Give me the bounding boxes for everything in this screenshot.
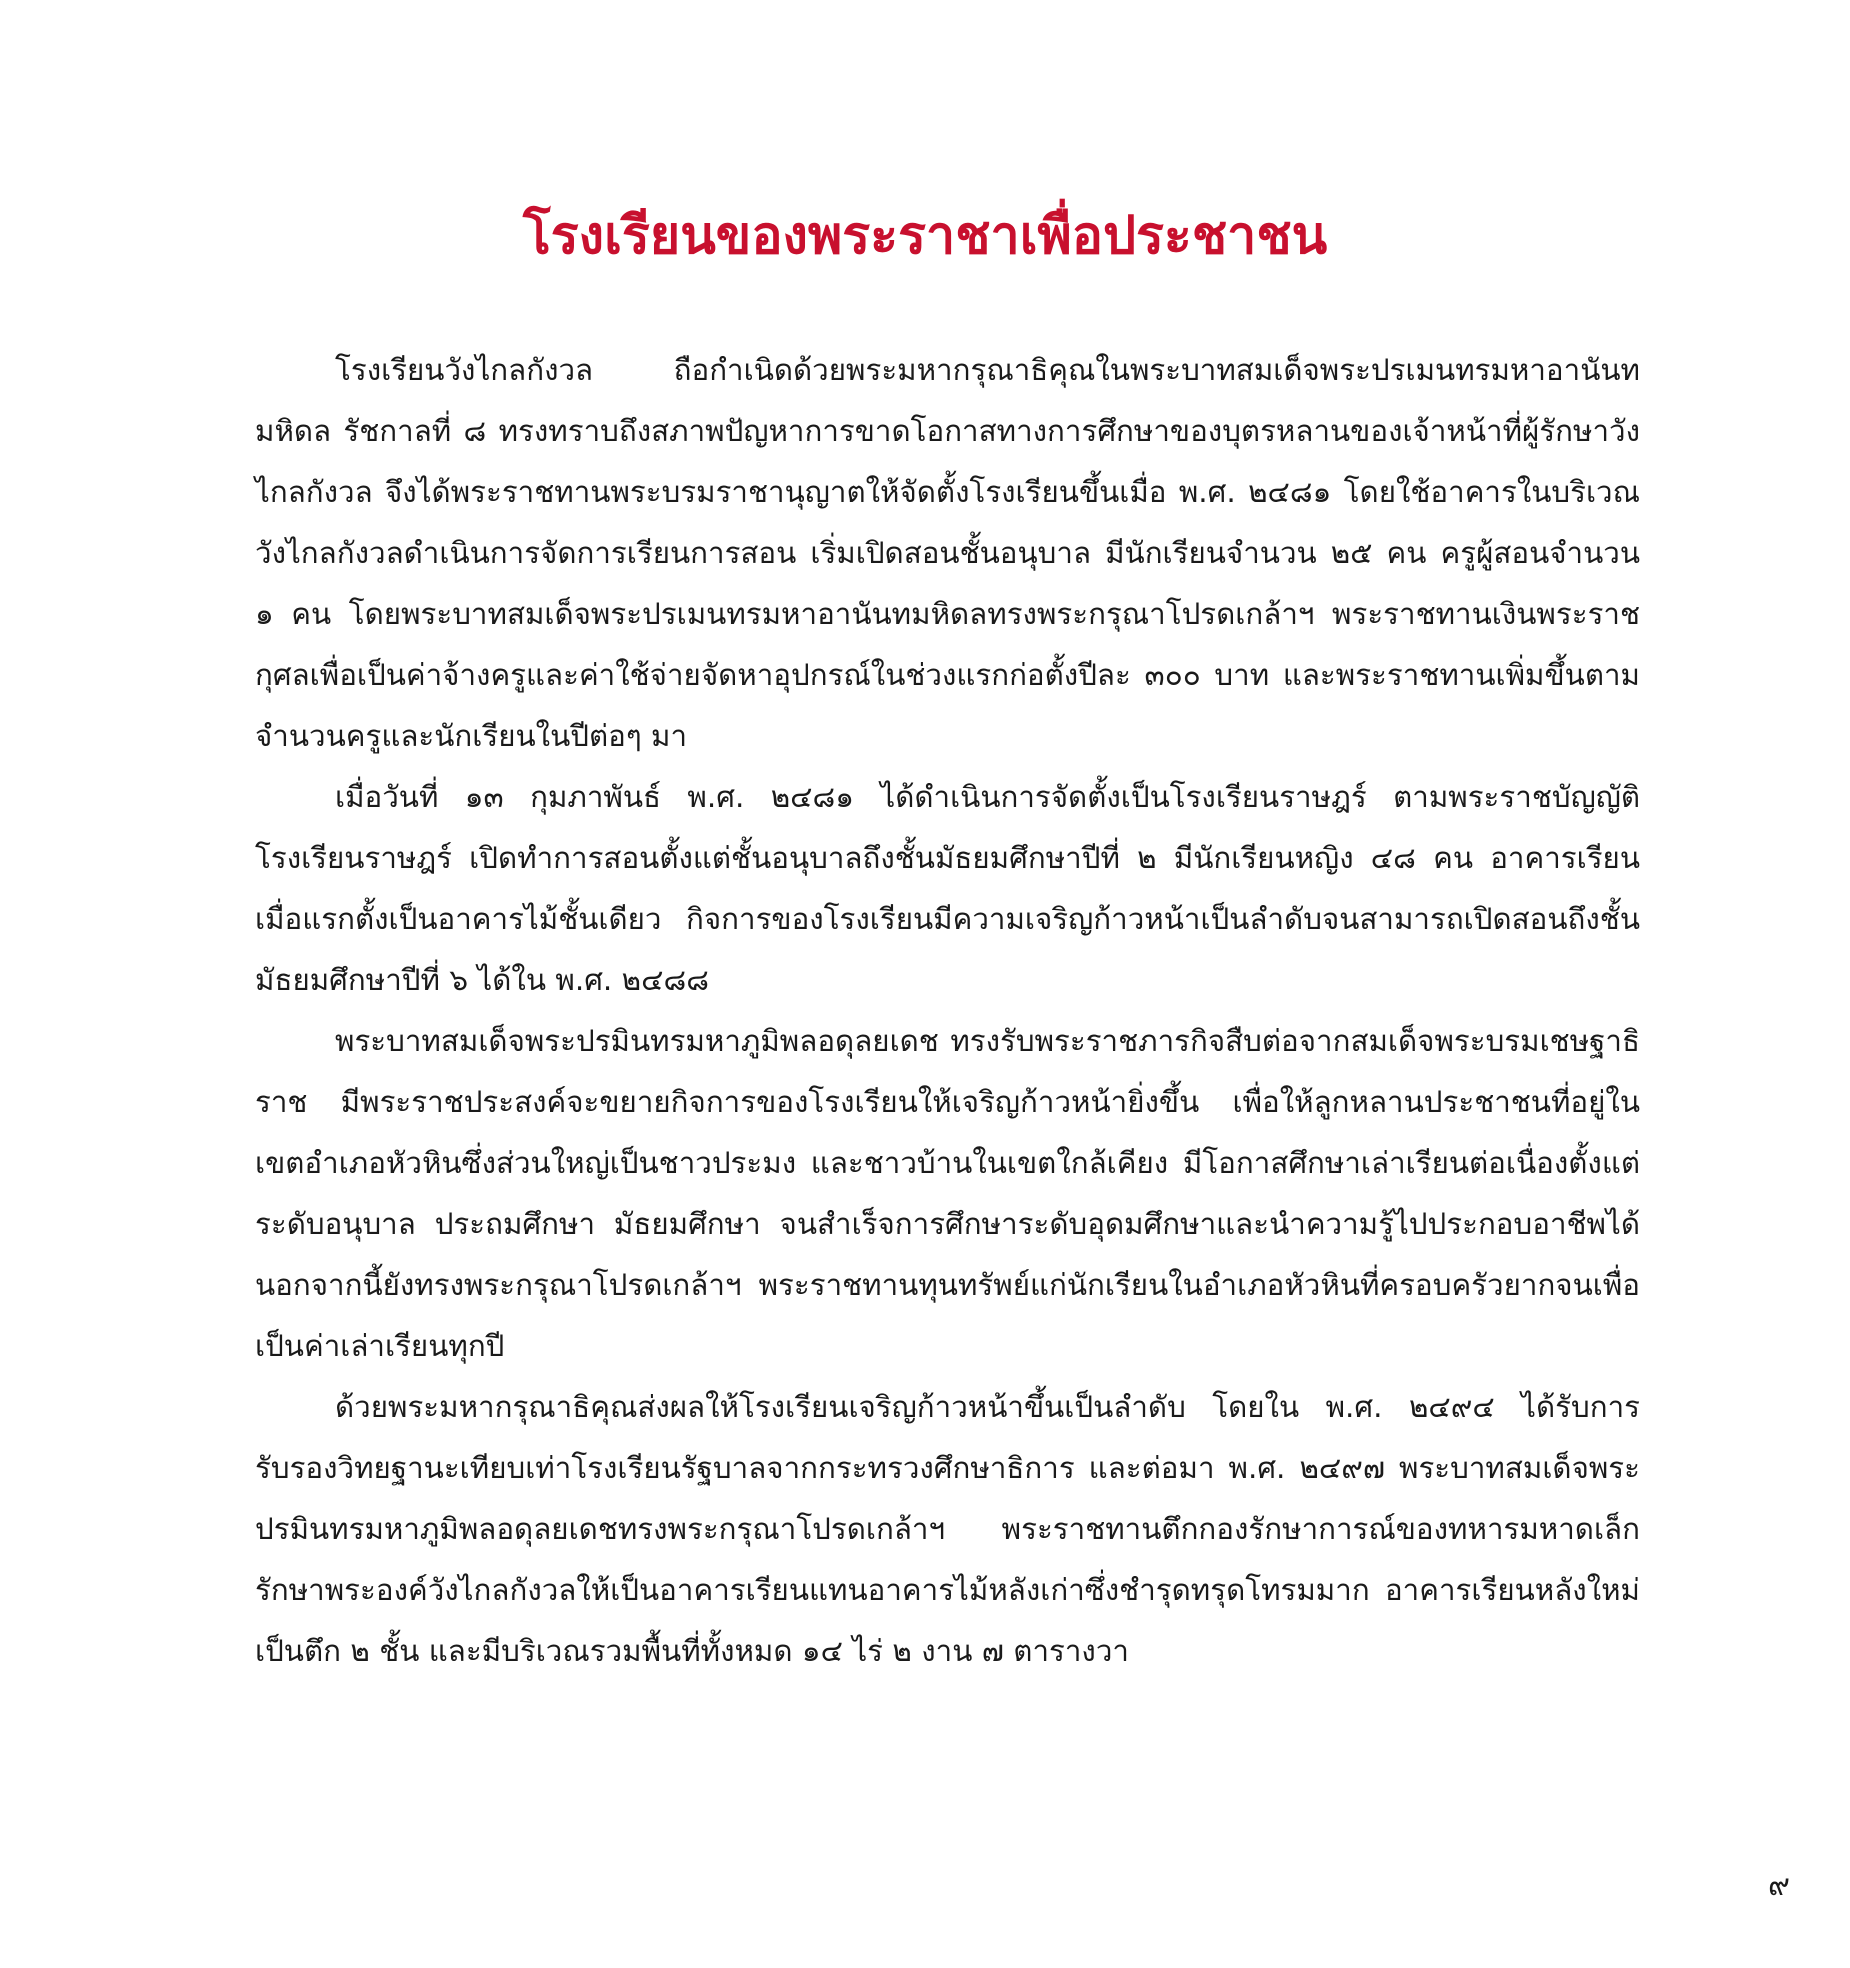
paragraph-1: โรงเรียนวังไกลกังวล ถือกำเนิดด้วยพระมหากรุณาธิคุณในพระบาทสมเด็จพระปรเมนทรมหาอานันทมหิดล รัชกาลที่ ๘ ทรงทราบถึงสภาพปัญหาการขาดโอกาสทางการศึกษาของบุตรหลานของเจ้าหน้าที่ผู้รักษาวังไกลกังวล จึงได้พระราชทานพระบรมราชานุญาตให้จัดตั้งโรงเรียนขึ้นเมื่อ พ.ศ. ๒๔๘๑ โดยใช้อาคารในบริเวณวังไกลกังวลดำเนินการจัดการเรียนการสอน เริ่มเปิดสอนชั้นอนุบาล มีนักเรียนจำนวน ๒๕ คน ครูผู้สอนจำนวน ๑ คน โดยพระบาทสมเด็จพระปรเมนทรมหาอานันทมหิดลทรงพระกรุณาโปรดเกล้าฯ พระราชทานเงินพระราชกุศลเพื่อเป็นค่าจ้างครูและค่าใช้จ่ายจัดหาอุปกรณ์ในช่วงแรกก่อตั้งปีละ ๓๐๐ บาท และพระราชทานเพิ่มขึ้นตามจำนวนครูและนักเรียนในปีต่อๆ มา (255, 353, 1640, 753)
page-number: ๙ (1768, 1868, 1790, 1903)
paragraph-2: เมื่อวันที่ ๑๓ กุมภาพันธ์ พ.ศ. ๒๔๘๑ ได้ดำเนินการจัดตั้งเป็นโรงเรียนราษฎร์ ตามพระราชบัญญัติโรงเรียนราษฎร์ เปิดทำการสอนตั้งแต่ชั้นอนุบาลถึงชั้นมัธยมศึกษาปีที่ ๒ มีนักเรียนหญิง ๔๘ คน อาคารเรียนเมื่อแรกตั้งเป็นอาคารไม้ชั้นเดียว กิจการของโรงเรียนมีความเจริญก้าวหน้าเป็นลำดับจนสามารถเปิดสอนถึงชั้นมัธยมศึกษาปีที่ ๖ ได้ใน พ.ศ. ๒๔๘๘ (255, 780, 1640, 997)
body-text (255, 340, 1640, 1682)
paragraph-3: พระบาทสมเด็จพระปรมินทรมหาภูมิพลอดุลยเดช ทรงรับพระราชภารกิจสืบต่อจากสมเด็จพระบรมเชษฐาธิราช มีพระราชประสงค์จะขยายกิจการของโรงเรียนให้เจริญก้าวหน้ายิ่งขึ้น เพื่อให้ลูกหลานประชาชนที่อยู่ในเขตอำเภอหัวหินซึ่งส่วนใหญ่เป็นชาวประมง และชาวบ้านในเขตใกล้เคียง มีโอกาสศึกษาเล่าเรียนต่อเนื่องตั้งแต่ระดับอนุบาล ประถมศึกษา มัธยมศึกษา จนสำเร็จการศึกษาระดับอุดมศึกษาและนำความรู้ไปประกอบอาชีพได้ นอกจากนี้ยังทรงพระกรุณาโปรดเกล้าฯ พระราชทานทุนทรัพย์แก่นักเรียนในอำเภอหัวหินที่ครอบครัวยากจนเพื่อเป็นค่าเล่าเรียนทุกปี (255, 1024, 1640, 1363)
page-title: โรงเรียนของพระราชาเพื่อประชาชน (522, 206, 1328, 266)
paragraph-4: ด้วยพระมหากรุณาธิคุณส่งผลให้โรงเรียนเจริญก้าวหน้าขึ้นเป็นลำดับ โดยใน พ.ศ. ๒๔๙๔ ได้รับการรับรองวิทยฐานะเทียบเท่าโรงเรียนรัฐบาลจากกระทรวงศึกษาธิการ และต่อมา พ.ศ. ๒๔๙๗ พระบาทสมเด็จพระปรมินทรมหาภูมิพลอดุลยเดชทรงพระกรุณาโปรดเกล้าฯ พระราชทานตึกกองรักษาการณ์ของทหารมหาดเล็กรักษาพระองค์วังไกลกังวลให้เป็นอาคารเรียนแทนอาคารไม้หลังเก่าซึ่งชำรุดทรุดโทรมมาก อาคารเรียนหลังใหม่เป็นตึก ๒ ชั้น และมีบริเวณรวมพื้นที่ทั้งหมด ๑๔ ไร่ ๒ งาน ๗ ตารางวา (255, 1390, 1640, 1668)
